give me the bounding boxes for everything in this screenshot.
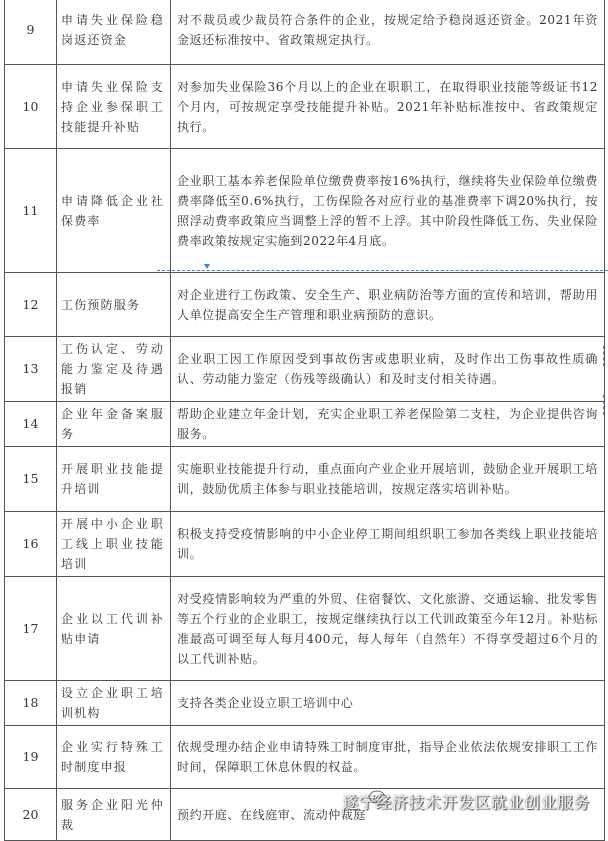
service-description: 预约开庭、在线庭审、流动仲裁庭 [171, 789, 605, 841]
service-item: 开展职业技能提升培训 [57, 447, 171, 512]
table-row [5, 726, 605, 789]
service-item: 企业实行特殊工时制度申报 [57, 726, 171, 789]
service-item: 申请降低企业社保费率 [57, 149, 171, 273]
row-number: 12 [5, 273, 57, 337]
service-description: 对受疫情影响较为严重的外贸、住宿餐饮、文化旅游、交通运输、批发零售等五个行业的企业职工，按规定继续执行以工代训政策至今年12月。补贴标准最高可调至每人每月400元，每人每年（自然年）不得享受超过6个月的以工代训补贴。 [171, 577, 605, 681]
service-description: 企业职工因工作原因受到事故伤害或患职业病，及时作出工伤事故性质确认、劳动能力鉴定（伤残等级确认）和及时支付相关待遇。 [171, 337, 605, 402]
tracked-change-marker-icon [204, 264, 210, 269]
service-item: 开展中小企业职工线上职业技能培训 [57, 512, 171, 577]
service-description: 实施职业技能提升行动，重点面向产业企业开展培训，鼓励企业开展职工培训，鼓励优质主体参与职业技能培训，按规定落实培训补贴。 [171, 447, 605, 512]
service-item: 申请失业保险稳岗返还资金 [57, 0, 171, 65]
service-item: 企业以工代训补贴申请 [57, 577, 171, 681]
margin-change-bar [603, 395, 604, 415]
row-number: 19 [5, 726, 57, 789]
service-description: 帮助企业建立年金计划，充实企业职工养老保险第二支柱，为企业提供咨询服务。 [171, 402, 605, 447]
row-number: 14 [5, 402, 57, 447]
table-row [5, 149, 605, 273]
service-item: 服务企业阳光仲裁 [57, 789, 171, 841]
margin-change-bar [603, 346, 604, 366]
service-item: 申请失业保险支持企业参保职工技能提升补贴 [57, 65, 171, 149]
service-item: 企业年金备案服务 [57, 402, 171, 447]
service-description: 积极支持受疫情影响的中小企业停工期间组织职工参加各类线上职业技能培训。 [171, 512, 605, 577]
services-table [4, 0, 605, 841]
service-description: 依规受理办结企业申请特殊工时制度审批，指导企业依法依规安排职工工作时间，保障职工休息休假的权益。 [171, 726, 605, 789]
row-number: 13 [5, 337, 57, 402]
watermark-text: 遂宁经济技术开发区就业创业服务 [342, 793, 590, 812]
tracked-change-line [157, 270, 608, 271]
row-number: 16 [5, 512, 57, 577]
service-description: 对企业进行工伤政策、安全生产、职业病防治等方面的宣传和培训，帮助用人单位提高安全生产管理和职业病预防的意识。 [171, 273, 605, 337]
table-row [5, 577, 605, 681]
service-item: 设立企业职工培训机构 [57, 681, 171, 726]
table-row [5, 512, 605, 577]
table-row [5, 273, 605, 337]
service-item: 工伤认定、劳动能力鉴定及待遇报销 [57, 337, 171, 402]
service-description: 对不裁员或少裁员符合条件的企业，按规定给予稳岗返还资金。2021年资金返还标准按中、省政策规定执行。 [171, 0, 605, 65]
table-row [5, 65, 605, 149]
table-row [5, 681, 605, 726]
row-number: 9 [5, 0, 57, 65]
table-row [5, 447, 605, 512]
service-description: 对参加失业保险36个月以上的企业在职职工，在取得职业技能等级证书12个月内，可按规定享受技能提升补贴。2021年补贴标准按中、省政策规定执行。 [171, 65, 605, 149]
row-number: 10 [5, 65, 57, 149]
row-number: 17 [5, 577, 57, 681]
service-description: 支持各类企业设立职工培训中心 [171, 681, 605, 726]
table-row [5, 0, 605, 65]
row-number: 20 [5, 789, 57, 841]
row-number: 11 [5, 149, 57, 273]
table-row [5, 337, 605, 402]
service-item: 工伤预防服务 [57, 273, 171, 337]
table-row [5, 402, 605, 447]
row-number: 18 [5, 681, 57, 726]
row-number: 15 [5, 447, 57, 512]
service-description: 企业职工基本养老保险单位缴费费率按16%执行，继续将失业保险单位缴费费率降低至0.6%执行，工伤保险各对应行业的基准费率下调20%执行，按照浮动费率政策应当调整上浮的暂不上浮。其中阶段性降低工伤、失业保险费率政策按规定实施到2022年4月底。 [171, 149, 605, 273]
